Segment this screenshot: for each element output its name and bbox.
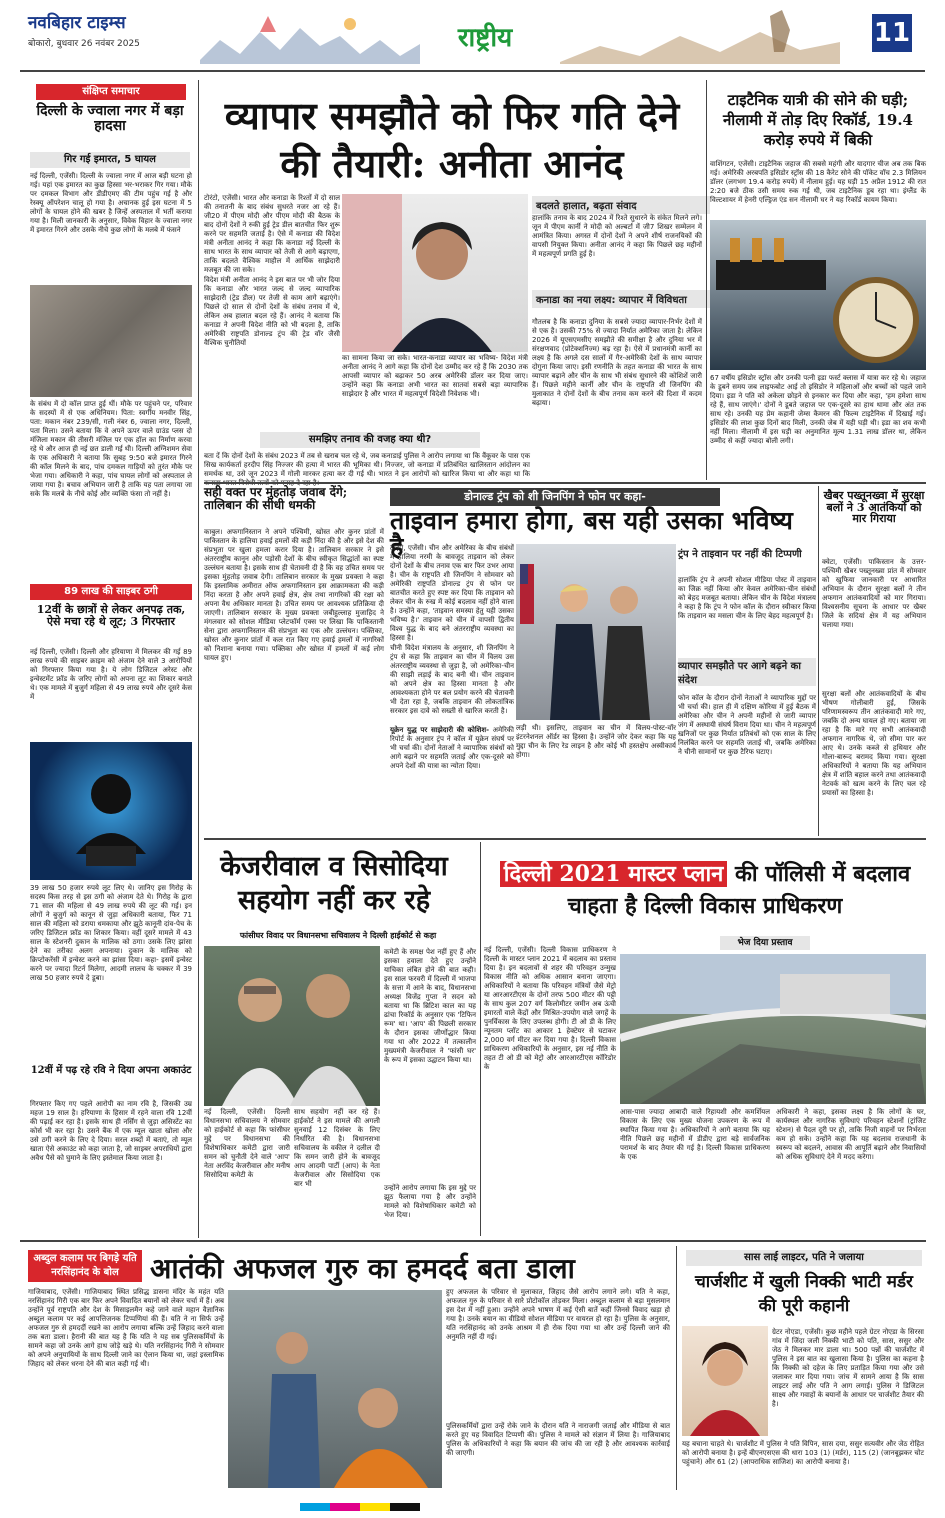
afzal-kicker: अब्दुल कलाम पर बिगड़े यति नरसिंहानंद के बोल [28, 1250, 142, 1282]
master-plan-body-3: अधिकारी ने कहा, इसका लक्ष्य है कि लोगों के घर, कार्यस्थल और नागरिक सुविधाएं परिवहन स्टेशनों (ट्रांजिट स्टेशन) से पैदल दूरी पर हो, ताकि निजी वाहनों पर निर्भरता कम हो सके। उन्होंने कहा कि यह बदलाव राजधानी के स्वरूप को बदलने, आवास की आपूर्ति बढ़ाने और निवासियों को अधिक सुविधाएं देने में मदद करेगा। [776, 1108, 926, 1161]
titanic-body-2: 67 वर्षीय इसिडोर स्ट्रॉस और उनकी पत्नी इडा फर्स्ट क्लास में यात्रा कर रहे थे। जहाज के डूबने समय जब लाइफबोट आई तो इसिडोर ने महिलाओं और बच्चों को पहले जाने दिया। इडा ने पति को अकेला छोड़ने से इनकार कर दिया और कहा, 'हम हमेशा साथ रहे हैं, साथ जाएंगे।' दोनों ने डूबते जहाज पर एक-दूसरे का हाथ थामा और अंत तक साथ रहे। उनकी यह प्रेम कहानी जेम्स कैमरन की फिल्म टाइटैनिक में दिखाई गई। इसिडोर की लाश कुछ दिनों बाद मिली, उनकी जेब में यही घड़ी थी। इडा का शव कभी नहीं मिला। नीलामी में इस घड़ी का अनुमानित मूल्य 1.31 लाख डॉलर था, लेकिन उम्मीद से कहीं ज्यादा बोली लगी। [710, 374, 926, 445]
insta-body: गिरफ्तार किए गए पहले आरोपी का नाम रवि है, जिसकी उम्र महज 19 साल है। हरियाणा के हिसार में रहने वाला रवि 12वीं की पढ़ाई कर रहा है। इसके साथ ही नर्सिंग से जुड़ा असिस्टेंट का कोर्स भी कर रहा है। उसने बैंक में एक म्यूल खाता खोला और उसे ठगी करने के लिए दे दिया। सरल शब्दों में बताएं, तो म्यूल खाता ऐसे अकाउंट को कहा जाता है, जो साइबर अपराधियों द्वारा अवैध पैसे को घुमाने के लिए इस्तेमाल किया जाता है। [30, 1100, 192, 1162]
cyber-label: 89 लाख की साइबर ठगी [30, 584, 192, 600]
speaker-portrait-icon [342, 194, 528, 352]
kejriwal-headline: केजरीवाल व सिसोदिया सहयोग नहीं कर रहे [220, 851, 448, 916]
masthead-art-right [560, 6, 840, 64]
metro-photo [620, 954, 926, 1104]
masthead [0, 0, 945, 70]
taliban-headline: सही वक्त पर मुंहतोड़ जवाब देंगे; तालिबान की सीधी धमकी [204, 485, 348, 512]
nikki-bhati-photo [682, 1326, 768, 1436]
chargesheet-rule [676, 1246, 677, 1490]
trump-body-3: लड़ी थी। इसलिए, ताइवान का चीन में विलय-पोस्ट-वॉर इंटरनेशनल ऑर्डर का हिस्सा है। उन्होंने जोर देकर कहा कि यह मुद्दा चीन के लिए रेड लाइन है और कोई भी हस्तक्षेप अस्वीकार्य होगा। [516, 724, 676, 759]
masthead-art [200, 10, 420, 64]
chargesheet-body: ग्रेटर नोएडा, एजेंसी। कुछ महीने पहले ग्रेटर नोएडा के सिरसा गांव में जिंदा जली निक्की भाटी को पति, सास, ससुर और जेठ ने मिलकर मार डाला था। 500 पन्नों की चार्जशीट में पुलिस ने इस बात का खुलासा किया है। पुलिस का कहना है कि निक्की को दहेज के लिए प्रताड़ित किया गया और उसे जलाकर मार दिया गया। जांच में सामने आया है कि सास लाइटर लाई और पति ने आग लगाई। पुलिस ने डिजिटल साक्ष्य और गवाहों के बयानों के आधार पर चार्जशीट तैयार की है। [772, 1328, 924, 1408]
goal-body: गौतलब है कि कनाडा दुनिया के सबसे ज्यादा व्यापार-निर्भर देशों में से एक है। उसकी 75% से ज्यादा निर्यात अमेरिका जाता है। लेकिन 2026 में यूएसएमसीए समझौते की समीक्षा है और दुनिया भर में संरक्षणवाद (प्रोटेक्शनिज्म) बढ़ रहा है। ऐसे में प्रधानमंत्री कार्नी का लक्ष्य है कि अगले दस सालों में गैर-अमेरिकी देशों के साथ व्यापार दोगुना किया जाए। इसी रणनीति के तहत कनाडा की भारत के साथ व्यापार बढ़ाने और चीन के साथ भी संबंध सुधारने की कोशिशें जारी हैं। पिछले महीने कार्नी और चीन के राष्ट्रपति शी जिनपिंग की मुलाकात ने दोनों देशों के बीच तनाव कम करने की दिशा में कदम बढ़ाया। [532, 318, 702, 407]
no-comment-body: हालांकि ट्रंप ने अपनी सोशल मीडिया पोस्ट में ताइवान का जिक्र नहीं किया और केवल अमेरिका-चीन संबंधों को बेहद मजबूत बताया। लेकिन चीन के विदेश मंत्रालय ने कहा है कि ट्रंप ने फोन कॉल के दौरान स्वीकार किया कि ताइवान का मसला चीन के लिए बेहद महत्वपूर्ण है। [678, 576, 816, 620]
two-leaders-icon [516, 544, 676, 720]
masthead-divider [20, 70, 925, 72]
afzal-body-1: गाजियाबाद, एजेंसी। गाजियाबाद स्थित प्रसिद्ध डासना मंदिर के महंत यति नरसिंहानंद गिरी एक बार फिर अपने विवादित बयानों को लेकर चर्चा में हैं। अब उन्होंने पूर्व राष्ट्रपति और देश के मिसाइलमैन कहे जाने वाले महान वैज्ञानिक अब्दुल कलाम पर कई आपत्तिजनक टिप्पणियां की हैं। यति ने ना सिर्फ उन्हें अफजल गुरु से हमदर्दी रखने का आरोप लगाया बल्कि उन्हें जिहाद करने वाला तक बता डाला। हैरानी की बात यह है कि यति ने यह सब पुलिसकर्मियों के सामने कहा जो उनके आगे हाथ जोड़े खड़े थे। यति नरसिंहानंद गिरी ने सोमवार को अपने अनुयायियों के साथ दिल्ली जाने का ऐलान किया था, जहां इस्लामिक जिहाद को लेकर धरना देने की बात कही गई थी। [28, 1288, 224, 1368]
print-registration-strip [0, 1498, 945, 1510]
trump-kicker: डोनाल्ड ट्रंप को शी जिनपिंग ने फोन पर कहा- [390, 488, 720, 506]
trade-headline: व्यापार समझौते को फिर गति देने की तैयारी: अनीता आनंद [224, 93, 680, 186]
section-title: राष्ट्रीय [457, 23, 513, 53]
chargesheet-headline: चार्जशीट में खुली निक्की भाटी मर्डर की पूरी कहानी [694, 1272, 914, 1316]
cyber-body-bottom: 39 लाख 50 हजार रुपये लूट लिए थे। जानिए इस गिरोह के सदस्य किस तरह से इस ठगी को अंजाम देते थे। गिरोह के द्वारा 71 साल की महिला से 49 लाख रुपये की लूट की गई। इन लोगों ने बुजुर्ग को कानून से जुड़ा अधिकारी बताया, फिर 71 साल की महिला को डराया धमकाया और झूठे कानूनी दांव-पेच के जरिए डिजिटल फ्रॉड का शिकार किया। वहीं दूसरे मामले में 43 साल के स्टेशनरी दुकान के मालिक को ठगा। उसके लिए झांसा देने का तरीका अलग अपनाया। दुकान के मालिक को क्रिप्टोकरेंसी में इन्वेस्ट करने का झांसा दिया। कहा- इसमें इन्वेस्ट करने पर ज्यादा रिटर्न मिलेगा, आदमी लालच के चक्कर में 39 लाख 50 हजार रुपये दे डूबा। [30, 884, 192, 982]
afzal-body-2: हुए अफजल के परिवार से मुलाकात, जिहाद जैसे आरोप लगाने लगे। यति ने कहा, अफजल गुरु के परिवार से सारे प्रोटोकॉल तोड़कर मिला। अब्दुल कलाम से बड़ा मुसलमान इस देश में नहीं हुआ। उन्होंने अपने भाषण में कई ऐसी बातें कहीं जिनसे विवाद खड़ा हो गया है। उनके बयान का वीडियो सोशल मीडिया पर वायरल हो रहा है। पुलिस के अनुसार, यति नरसिंहानंद को उनके आश्रम में ही रोक दिया गया था और उन्हें दिल्ली जाने की अनुमति नहीं दी गई। [446, 1288, 670, 1341]
landmark-collage-icon [200, 10, 420, 64]
trump-body-1: ताइपे, एजेंसी। चीन और अमेरिका के बीच संबंधों में हालिया नरमी के बावजूद ताइवान को लेकर दोनों देशों के बीच तनाव एक बार फिर उभर आया है। चीन के राष्ट्रपति शी जिनपिंग ने सोमवार को अमेरिकी राष्ट्रपति डोनाल्ड ट्रंप से फोन पर बातचीत करते हुए स्पष्ट कर दिया कि ताइवान को लेकर चीन के रुख में कोई बदलाव नहीं होने वाला है। उन्होंने कहा, 'ताइवान समस्या हेतु यही उसका भविष्य है।' ताइवान को चीन में वापसी द्वितीय विश्व युद्ध के बाद बने अंतरराष्ट्रीय व्यवस्था का हिस्सा है। [390, 544, 514, 642]
deal-body: फोन कॉल के दौरान दोनों नेताओं ने व्यापारिक मुद्दों पर भी चर्चा की। हाल ही में दक्षिण कोरिया में हुई बैठक में अमेरिका और चीन ने अपनी महीनों से जारी व्यापार जंग में अस्थायी संघर्ष विराम दिया था। चीन ने महत्वपूर्ण खनिजों पर कुछ निर्यात प्रतिबंधों को एक साल के लिए निलंबित करने पर सहमति जताई थी, जबकि अमेरिका ने चीनी सामानों पर कुछ टैरिफ घटाए। [678, 694, 816, 756]
kejriwal-body-1: नई दिल्ली, एजेंसी। दिल्ली विधानसभा सचिवालय ने सोमवार को हाईकोर्ट से कहा कि फांसीघर मुद्दे पर विधानसभा की विशेषाधिकार कमेटी द्वारा जारी समन को चुनौती देने वाले 'आप' नेता अरविंद केजरीवाल और मनीष सिसोदिया कमेटी के [204, 1108, 290, 1179]
color-bar-icon [0, 1501, 945, 1513]
brief-body-bottom: के संबंध में दो कॉल प्राप्त हुई थीं। मौके पर पहुंचने पर, परिवार के सदस्यों में से एक अधिनियम। पिता: स्वर्गीय मनवीर सिंह, पता: मकान नंबर 239/सी, गली नंबर 6, ज्वाला नगर, दिल्ली, पता मिला। उसने बताया कि वे अपने ऊपर वाले ग्राउंड प्लस दो मंजिला मकान की तीसरी मंजिल पर एक हॉल का निर्माण करवा रहे थे और आज ही नई छत डाली गई थी। दिल्ली अग्निशमन सेवा के एक अधिकारी ने बताया कि सुबह 9:50 बजे इमारत गिरने की कॉल मिलने के बाद, पांच दमकल गाड़ियों को तुरंत मौके पर भेजा गया। अधिकारी ने कहा, पांच घायल लोगों को अस्पताल ले जाया गया है। बचाव अभियान जारी है ताकि यह पता लगाया जा सके कि मलबे के नीचे कोई और व्यक्ति फंसा तो नहीं है। [30, 400, 192, 498]
no-comment-subhead: ट्रंप ने ताइवान पर नहीं की टिप्पणी [678, 549, 802, 560]
hacker-icon [30, 742, 192, 880]
changing-subhead: बदलते हालात, बढ़ता संवाद [532, 196, 710, 214]
khyber-body-2: सुरक्षा बलों और आतंकवादियों के बीच भीषण गोलीबारी हुई, जिसके परिणामस्वरूप तीन आतंकवादी मारे गए, जबकि दो अन्य घायल हो गए। बताया जा रहा है कि मारे गए सभी आतंकवादी अफगान नागरिक थे, जो सीमा पार कर आए थे। उनके कब्जे से हथियार और गोला-बारूद बरामद किया गया। सुरक्षा अधिकारियों ने बताया कि यह अभियान क्षेत्र में शांति बहाल करने तथा आतंकवादी नेटवर्क को खत्म करने के लिए चल रहे प्रयासों का हिस्सा है। [822, 690, 926, 797]
khyber-body-1: क्वेटा, एजेंसी। पाकिस्तान के उत्तर-पश्चिमी खैबर पख्तूनख्वा प्रांत में सोमवार को खुफिया जानकारी पर आधारित अभियान के दौरान सुरक्षा बलों ने तीन अफगान आतंकवादियों को मार गिराया। विश्वसनीय सूचना के आधार पर खैबर जिले के सदियां क्षेत्र में यह अभियान चलाया गया। [822, 558, 926, 629]
deal-subhead: व्यापार समझौते पर आगे बढ़ने का संदेश [678, 658, 816, 686]
kejriwal-body-2: साथ सहयोग नहीं कर रहे हैं। हाईकोर्ट ने इस मामले की अगली सुनवाई 12 दिसंबर के लिए निर्धारित की है। विधानसभा सचिवालय के वकील ने दलील दी कि समन जारी होने के बावजूद आप आदमी पार्टी (आप) के नेता केजरीवाल और सिसोदिया एक बार भी [294, 1108, 380, 1188]
trade-body-2: विदेश मंत्री अनीता आनंद ने इस बात पर भी जोर दिया कि कनाडा और भारत जल्द से जल्द व्यापारिक साझेदारी (ट्रेड डील) पर तेजी से काम आगे बढ़ाएंगे। पिछले दो साल से दोनों देशों के संबंध तनाव में थे, लेकिन अब हालात बदल रहे हैं। आनंद ने बताया कि कनाडा ने अपनी विदेश नीति को भी बदला है, ताकि अमेरिकी राष्ट्रपति डोनाल्ड ट्रंप की ट्रेड वॉर जैसी वैश्विक चुनौतियों [204, 276, 340, 347]
cyber-body-top: नई दिल्ली, एजेंसी। दिल्ली और हरियाणा में मिलकर की गई 89 लाख रुपये की साइबर क्राइम को अंजाम देने वाले 3 आरोपियों को गिरफ्तार किया गया है। ये लोग डिजिटल अरेस्ट और इन्वेस्टमेंट फ्रॉड के जरिए लोगों को अपना लूट का शिकार बनाते थे। एक मामले में बुजुर्ग महिला से 49 लाख रुपये और दूसरे केस में [30, 648, 192, 701]
taliban-body: काबुल। अफगानिस्तान ने अपने पश्चिमी, खोस्त और कुनर प्रांतों में पाकिस्तान के हालिया हवाई हमलों की कड़ी निंदा की है और इसे देश की संप्रभुता पर खुला हमला करार दिया है। तालिबान सरकार ने इसे अंतरराष्ट्रीय कानून और पड़ोसी देशों के बीच स्वीकृत सिद्धांतों का स्पष्ट उल्लंघन बताया है। इसके साथ ही चेतावनी दी है कि वह उचित समय पर इसका मुंहतोड़ जवाब देगी। तालिबान सरकार के मुख्य प्रवक्ता ने कहा कि इस्लामिक अमीरात ऑफ अफगानिस्तान इस आक्रामकता की कड़ी निंदा करता है और अपने हवाई क्षेत्र, क्षेत्र तथा नागरिकों की रक्षा को अपना वैध अधिकार मानता है। उचित समय पर आवश्यक प्रतिक्रिया दी जाएगी। तालिबान सरकार के मुख्य प्रवक्ता जबीहुल्लाह मुजाहिद ने मंगलवार को सोशल मीडिया प्लेटफॉर्म एक्स पर लिखा कि पाकिस्तानी सेना द्वारा अफगानिस्तान की संप्रभुता का एक और उल्लंघन। पक्तिका, खोस्त और कुनार प्रांतों में कल रात किए गए हवाई हमलों में नागरिकों को निशाना बनाया गया। पक्तिका और खोस्त में हमलों में कई लोग घायल हुए। [204, 528, 384, 662]
tension-body: बता दें कि दोनों देशों के संबंध 2023 में तब से खराब चल रहे थे, जब कनाडाई पुलिस ने आरोप लगाया था कि वैंकूवर के पास एक सिख कार्यकर्ता हरदीप सिंह निज्जर की हत्या में भारत की भूमिका थी। निज्जर, जो कनाडा में प्रतिबंधित खालिस्तान आंदोलन का समर्थक था, उसे जून 2023 में गोली मारकर हत्या कर दी गई थी। भारत ने इन आरोपों को खारिज किया था और कहा था कि [204, 452, 530, 478]
titanic-watch-icon [710, 220, 926, 370]
row1-divider [204, 482, 926, 484]
master-plan-headline-red: दिल्ली 2021 मास्टर प्लान [500, 861, 728, 887]
mines-subhead: यूक्रेन युद्ध पर साझेदारी की कोशिश- [390, 726, 490, 734]
paper-name: नवबिहार टाइम्स [28, 13, 126, 33]
titanic-rule [706, 80, 707, 480]
changing-body: हालांकि तनाव के बाद 2024 में रिश्ते सुधारने के संकेत मिलने लगे। जून में पीएम कार्नी ने मोदी को अल्बर्टा में जी7 शिखर सम्मेलन में आमंत्रित किया। अगस्त में दोनों देशों ने अपने शीर्ष राजनयिकों की वापसी नियुक्त किया। अनीता आनंद ने कहा कि पिछले छह महीनों में महत्वपूर्ण प्रगति हुई है। [532, 214, 702, 258]
two-politicians-icon [204, 946, 380, 1106]
tension-subhead: समझिए तनाव की वजह क्या थी? [260, 432, 480, 448]
insta-headline: 12वीं में पढ़ रहे रवि ने दिया अपना अकाउंट [30, 1065, 192, 1076]
crowd-saffron-icon [228, 1290, 442, 1488]
master-plan-rule [480, 842, 481, 1236]
row3-divider [20, 1240, 926, 1242]
brief-subhead: गिर गई इमारत, 5 घायल [30, 152, 190, 168]
titanic-body-1: वाशिंगटन, एजेंसी। टाइटैनिक जहाज की सबसे महंगी और यादगार चीज अब तक बिक गई। अमेरिकी अरबपति इसिडोर स्ट्रॉस की 18 कैरेट सोने की पॉकेट वॉच 2.3 मिलियन डॉलर (लगभग 19.4 करोड़ रुपये) में नीलाम हुई। यह घड़ी 15 अप्रैल 1912 की रात 2:20 बजे ठीक उसी समय रुक गई थी, जब टाइटैनिक डूब रहा था। इंग्लैंड के विल्टशायर में हेनरी एल्ड्रिज एंड सन नीलामी घर ने यह रिकॉर्ड कायम किया। [710, 160, 926, 204]
brief-headline: दिल्ली के ज्वाला नगर में बड़ा हादसा [36, 103, 184, 134]
goal-subhead: कनाडा का नया लक्ष्य: व्यापार में विविधता [532, 290, 710, 308]
cyber-headline: 12वीं के छात्रों से लेकर अनपढ़ तक, ऐसे मचा रहे थे लूट; 3 गिरफ्तार [36, 603, 186, 628]
khyber-rule [818, 486, 819, 836]
trump-xi-photo [516, 544, 676, 720]
issue-date: बोकारो, बुधवार 26 नवंबर 2025 [28, 39, 140, 49]
master-plan-body-2: आस-पास ज्यादा आबादी वाले रिहायशी और कमर्शियल विकास के लिए एक मुख्य योजना उपकरण के रूप में स्थापित किया गया है। अधिकारियों ने आगे बताया कि यह नीति पिछले छह महीनों में डीडीए द्वारा बड़े सार्वजनिक परामर्श के बाद तैयार की गई है। दिल्ली विकास प्राधिकरण के एक [620, 1108, 770, 1161]
kejriwal-sisodia-photo [204, 946, 380, 1106]
brief-body-top: नई दिल्ली, एजेंसी। दिल्ली के ज्वाला नगर में आज बड़ी घटना हो गई। यहां एक इमारत का कुछ हिस्सा भर-भराकर गिर गया। मौके पर दमकल विभाग और डीडीएमए की टीम पहुंच गई है और रेस्क्यू ऑपरेशन चालू हो गया है। अचानक हुई इस घटना में 5 लोगों के घायल होने की खबर है जिन्हें अस्पताल में भर्ती कराया गया है। मिली जानकारी के अनुसार, विवेक विहार के ज्वाला नगर में इमारत गिरने और उसके नीचे कुछ लोगों के मलबे में फंसने [30, 172, 192, 234]
trade-body-3: का सामना किया जा सके। भारत-कनाडा व्यापार का भविष्य- विदेश मंत्री अनीता आनंद ने आगे कहा कि दोनों देश उम्मीद कर रहे हैं कि 2030 तक आपसी व्यापार को बढ़ाकर 50 अरब अमेरिकी डॉलर कर दिया जाए। उन्होंने कहा कि कनाडा अभी भारत का सातवां सबसे बड़ा व्यापारिक साझेदार है और भारत में महत्वपूर्ण विदेशी निवेशक भी। [342, 354, 528, 398]
titanic-headline: टाइटैनिक यात्री की सोने की घड़ी; नीलामी में तोड़ दिए रिकॉर्ड, 19.4 करोड़ रुपये में बिकी [722, 91, 913, 149]
trade-body-1: टोरंटो, एजेंसी। भारत और कनाडा के रिश्तों में दो साल की तनातनी के बाद संबंध सुधरते नजर आ रहे हैं। जी20 में पीएम मोदी और पीएम मोदी की बैठक के बाद दोनों देशों ने रुकी हुई ट्रेड डील बातचीत फिर शुरू करने पर सहमति जताई है। ऐसे में कनाडा की विदेश मंत्री अनीता आनंद ने कहा कि कनाडा नई दिल्ली के साथ भारत के साथ व्यापार को तेजी से आगे बढ़ाएगा, ताकि बदलते वैश्विक माहौल में आर्थिक साझेदारी मजबूत की जा सके। [204, 194, 340, 274]
monument-sketch-icon [560, 6, 840, 64]
mines-body: अमेरिकी रिपोर्ट के अनुसार ट्रंप ने कॉल में यूक्रेन संघर्ष पर भी चर्चा की। दोनों नेताओं ने व्यापारिक संबंधों को आगे बढ़ाने पर सहमति जताई और एक-दूसरे को अपने देशों की यात्रा का न्योता दिया। [390, 726, 514, 770]
trump-body-1b [390, 726, 514, 834]
titanic-photo [710, 220, 926, 370]
trump-body-2: चीनी विदेश मंत्रालय के अनुसार, शी जिनपिंग ने ट्रंप से कहा कि ताइवान का चीन में विलय उस अंतरराष्ट्रीय व्यवस्था से जुड़ा है, जो अमेरिका-चीन की साझी लड़ाई के बाद बनी थी। चीन ताइवान को अपने क्षेत्र का हिस्सा मानता है और आवश्यकता होने पर बल प्रयोग करने की चेतावनी भी देता रहा है, जबकि ताइवान की लोकतांत्रिक सरकार इस दावे को सख्ती से खारिज करती है। [390, 644, 514, 715]
page-number: 11 [872, 14, 912, 52]
anita-anand-photo [342, 194, 528, 352]
metro-station-icon [620, 954, 926, 1104]
bride-portrait-icon [682, 1326, 768, 1436]
kejriwal-body-3: कमेटी के समक्ष पेश नहीं हुए हैं और इसका हवाला देते हुए उन्होंने याचिका लंबित होने की बात कही। इस साल फरवरी में दिल्ली में भाजपा के सत्ता में आने के बाद, विधानसभा अध्यक्ष विजेंद्र गुप्ता ने सदन को बताया था कि ब्रिटिश काल का यह ढांचा रिकॉर्ड के अनुसार एक 'टिफिन रूम' था। 'आप' की पिछली सरकार के दौरान इसका जीर्णोद्धार किया गया था और 2022 में तत्कालीन मुख्यमंत्री केजरीवाल ने 'फांसी घर' के रूप में इसका उद्घाटन किया था। [384, 948, 476, 1064]
master-plan-headline-rest: की पॉलिसी में बदलाव चाहता है दिल्ली विकास प्राधिकरण [567, 861, 911, 919]
kejriwal-body-4: उन्होंने आरोप लगाया कि इस मुद्दे पर झूठ फैलाया गया है और उन्होंने मामले को विशेषाधिकार कमेटी को भेज दिया। [384, 1184, 476, 1219]
trump-headline: ताइवान हमारा होगा, बस यही उसका भविष्य है [390, 506, 793, 562]
afzal-headline: आतंकी अफजल गुरु का हमदर्द बता डाला [150, 1252, 575, 1285]
narsinghanand-photo [228, 1290, 442, 1488]
chargesheet-label: सास लाई लाइटर, पति ने जलाया [686, 1250, 922, 1266]
kejriwal-kicker: फांसीघर विवाद पर विधानसभा सचिवालय ने दिल्ली हाईकोर्ट से कहा [239, 931, 437, 940]
master-plan-tag: भेज दिया प्रस्ताव [720, 936, 810, 950]
building-collapse-photo [30, 285, 192, 397]
afzal-body-3: पुलिसकर्मियों द्वारा उन्हें रोके जाने के दौरान यति ने नाराजगी जताई और मीडिया से बात करते हुए यह विवादित टिप्पणी की। पुलिस ने मामले को संज्ञान में लिया है। गाजियाबाद पुलिस के अधिकारियों ने कहा कि बयान की जांच की जा रही है और आवश्यक कार्रवाई की जाएगी। [446, 1422, 670, 1457]
master-plan-headline [484, 858, 926, 922]
brief-label: संक्षिप्त समाचार [36, 84, 186, 100]
hacker-photo [30, 742, 192, 880]
khyber-headline: खैबर पख्तूनख्वा में सुरक्षा बलों ने 3 आतंकियों को मार गिराया [823, 489, 925, 526]
master-plan-body-1: नई दिल्ली, एजेंसी। दिल्ली विकास प्राधिकरण ने दिल्ली के मास्टर प्लान 2021 में बदलाव का प्रस्ताव दिया है। इन बदलावों से शहर की परिवहन उन्मुख विकास नीति को अधिक आसान बनाना जाएगा। अधिकारियों ने बताया कि परिवहन मंत्रियों जैसे मेट्रो या आरआरटीएस के दोनों तरफ 500 मीटर की पट्टी के साथ कुल 207 वर्ग किलोमीटर जमीन अब ऊंची इमारतों वाले केंद्रों और मिश्रित-उपयोग वाले जगहें के पुनर्विकास के लिए उपलब्ध होगी। टी ओ डी के लिए न्यूनतम प्लॉट का आकार 1 हेक्टेयर से घटाकर 2,000 वर्ग मीटर कर दिया गया है। दिल्ली विकास प्राधिकरण अधिकारियों के अनुसार, इस नई नीति के तहत टी ओ डी को मेट्रो और आरआरटीएस कॉरिडोर के [484, 946, 616, 1071]
left-col-rule [198, 80, 199, 1238]
chargesheet-tail: यह बचाना चाहते थे। चार्जशीट में पुलिस ने पति विपिन, सास दया, ससुर सत्यवीर और जेठ रोहित को आरोपी बनाया है। इन्हें बीएनएसएस की धारा 103 (1) (मर्डर), 115 (2) (जानबूझकर चोट पहुंचाने) और 61 (2) (आपराधिक साजिश) का आरोपी बनाया है। [682, 1440, 924, 1466]
row2-divider [204, 838, 926, 840]
